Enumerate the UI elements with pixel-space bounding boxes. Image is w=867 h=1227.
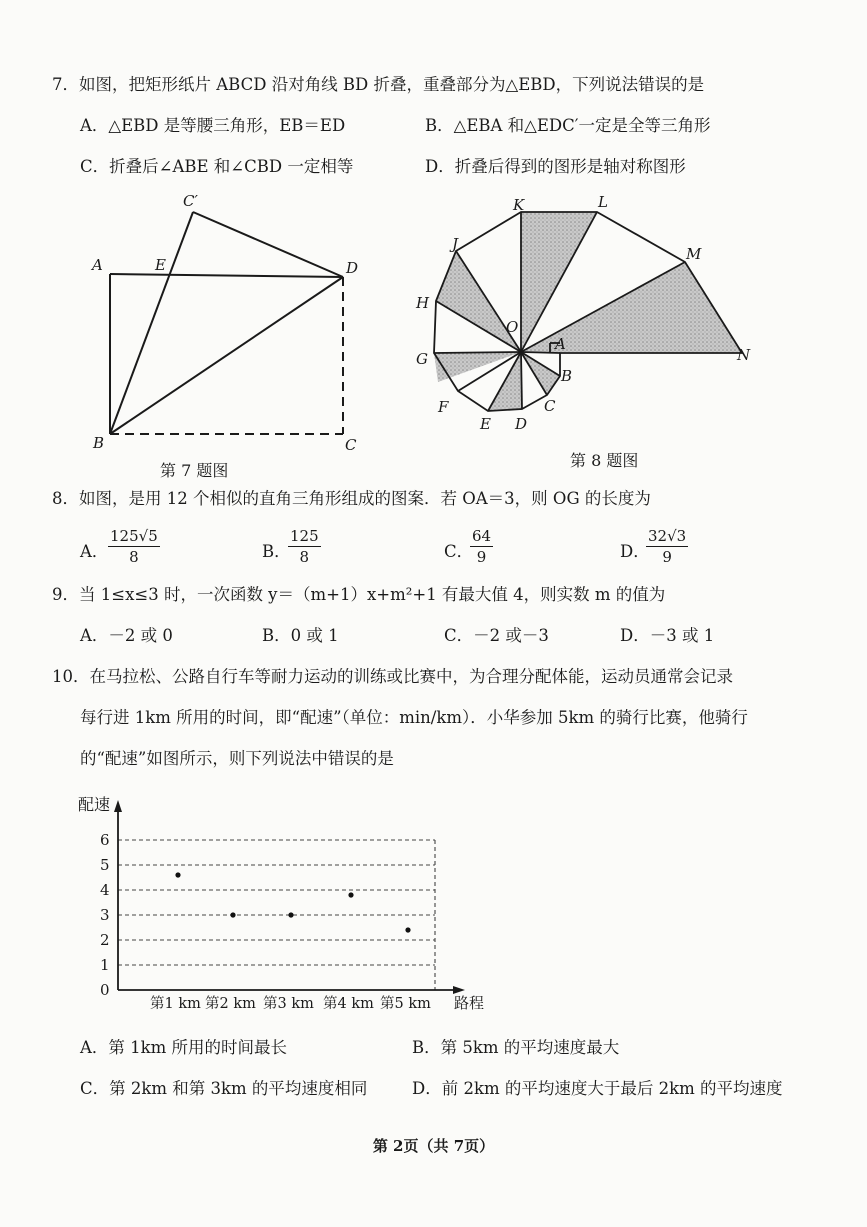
y-tick-label: 2: [100, 931, 110, 949]
y-axis-arrow: [114, 800, 122, 812]
x-axis-arrow: [453, 986, 465, 994]
q10-option-b: B．第 5km 的平均速度最大: [412, 1038, 620, 1057]
fig8-caption: 第 8 题图: [570, 451, 639, 470]
fig7-label-B: B: [93, 434, 105, 452]
q7-option-b: B．△EBA 和△EDC′一定是全等三角形: [425, 116, 711, 135]
q10-line-3: 的“配速”如图所示，则下列说法中错误的是: [80, 749, 394, 768]
page-footer: 第 2页（共 7页）: [372, 1137, 495, 1155]
data-point: [405, 927, 410, 932]
y-tick-label: 0: [100, 981, 110, 999]
fig8-label-N: N: [737, 346, 751, 364]
data-point: [230, 912, 235, 917]
q8-b-numerator: 125: [290, 527, 319, 545]
q8-a-numerator: 125√5: [110, 527, 158, 545]
q10-option-d: D．前 2km 的平均速度大于最后 2km 的平均速度: [412, 1079, 783, 1098]
fig8-label-F: F: [438, 398, 449, 416]
x-tick-label: 第5 km: [380, 996, 431, 1012]
q8-option-b-fraction: [288, 527, 321, 567]
q8-option-c-fraction: [470, 527, 493, 567]
fig7-edge-C1D: [193, 212, 343, 277]
data-point: [348, 892, 353, 897]
fig8-label-M: M: [686, 245, 702, 263]
q7-option-a: A．△EBD 是等腰三角形，EB＝ED: [80, 116, 346, 135]
fig7-label-E: E: [155, 256, 166, 274]
q9-option-c: C．－2 或－3: [444, 626, 549, 645]
q9-option-b: B．0 或 1: [262, 626, 339, 645]
q9-stem: 9．当 1≤x≤3 时，一次函数 y＝（m+1）x+m²+1 有最大值 4，则实数 m 的值为: [52, 585, 666, 604]
fig7-diagonal-BD: [110, 277, 343, 434]
q10-option-a: A．第 1km 所用的时间最长: [80, 1038, 288, 1057]
q8-stem: 8．如图，是用 12 个相似的直角三角形组成的图案．若 OA＝3，则 OG 的长度为: [52, 489, 651, 508]
fig7-label-C: C: [345, 436, 357, 454]
fig8-label-L: L: [598, 193, 608, 211]
q8-option-d-fraction: [646, 527, 688, 567]
q8-option-b-letter: B．: [262, 542, 291, 561]
q8-d-denominator: 9: [662, 548, 672, 566]
q8-c-denominator: 9: [476, 548, 487, 566]
y-tick-label: 3: [100, 906, 110, 924]
q8-a-denominator: 8: [129, 548, 139, 566]
q7-stem: 7．如图，把矩形纸片 ABCD 沿对角线 BD 折叠，重叠部分为△EBD，下列说法错误的是: [52, 75, 705, 94]
q10-line-2: 每行进 1km 所用的时间，即“配速”（单位：min/km）．小华参加 5km 的骑行比赛，他骑行: [80, 708, 748, 727]
q10-line-1: 10．在马拉松、公路自行车等耐力运动的训练或比赛中，为合理分配体能，运动员通常会记录: [52, 667, 733, 686]
q8-option-a-fraction: [108, 527, 160, 567]
fig8-label-D: D: [515, 415, 528, 433]
fig8-label-A: A: [555, 335, 566, 353]
y-tick-label: 6: [100, 831, 110, 849]
x-tick-label: 第2 km: [205, 996, 256, 1012]
q10-option-c: C．第 2km 和第 3km 的平均速度相同: [80, 1079, 368, 1098]
figure-8: [410, 185, 770, 440]
y-tick-label: 1: [100, 956, 110, 974]
fig7-label-C1: C′: [183, 192, 198, 210]
q8-option-c-letter: C．: [444, 542, 474, 561]
fig8-label-C: C: [544, 397, 556, 415]
fig8-label-J: J: [452, 235, 459, 253]
fig8-label-H: H: [416, 294, 430, 312]
q8-option-d-letter: D．: [620, 542, 650, 561]
fig7-edge-AD: [110, 274, 343, 277]
fig8-label-B: B: [561, 367, 573, 385]
x-axis-label: 路程: [454, 994, 485, 1012]
fig8-label-E: E: [480, 415, 491, 433]
x-tick-label: 第4 km: [323, 996, 374, 1012]
data-point: [288, 912, 293, 917]
fig8-label-O: O: [506, 318, 519, 336]
q9-option-a: A．－2 或 0: [80, 626, 173, 645]
q8-b-denominator: 8: [299, 548, 310, 566]
data-point: [175, 872, 180, 877]
y-axis-label: 配速: [78, 795, 111, 814]
fig7-label-D: D: [346, 259, 359, 277]
q8-c-numerator: 64: [472, 527, 492, 545]
q7-option-d: D．折叠后得到的图形是轴对称图形: [425, 157, 686, 176]
q8-option-a-letter: A．: [80, 542, 109, 561]
fig7-edge-BC1: [110, 212, 193, 434]
pace-chart: [70, 790, 510, 1020]
fig8-label-G: G: [416, 350, 428, 368]
fig8-label-K: K: [513, 196, 525, 214]
fig7-label-A: A: [92, 256, 103, 274]
q9-option-d: D．－3 或 1: [620, 626, 715, 645]
y-tick-label: 4: [100, 881, 110, 899]
fig7-caption: 第 7 题图: [160, 461, 229, 480]
q8-d-numerator: 32√3: [648, 527, 687, 545]
q7-option-c: C．折叠后∠ABE 和∠CBD 一定相等: [80, 157, 354, 176]
figure-7: [85, 190, 375, 455]
x-tick-label: 第3 km: [263, 996, 314, 1012]
y-tick-label: 5: [100, 856, 110, 874]
x-tick-label: 第1 km: [150, 996, 201, 1012]
